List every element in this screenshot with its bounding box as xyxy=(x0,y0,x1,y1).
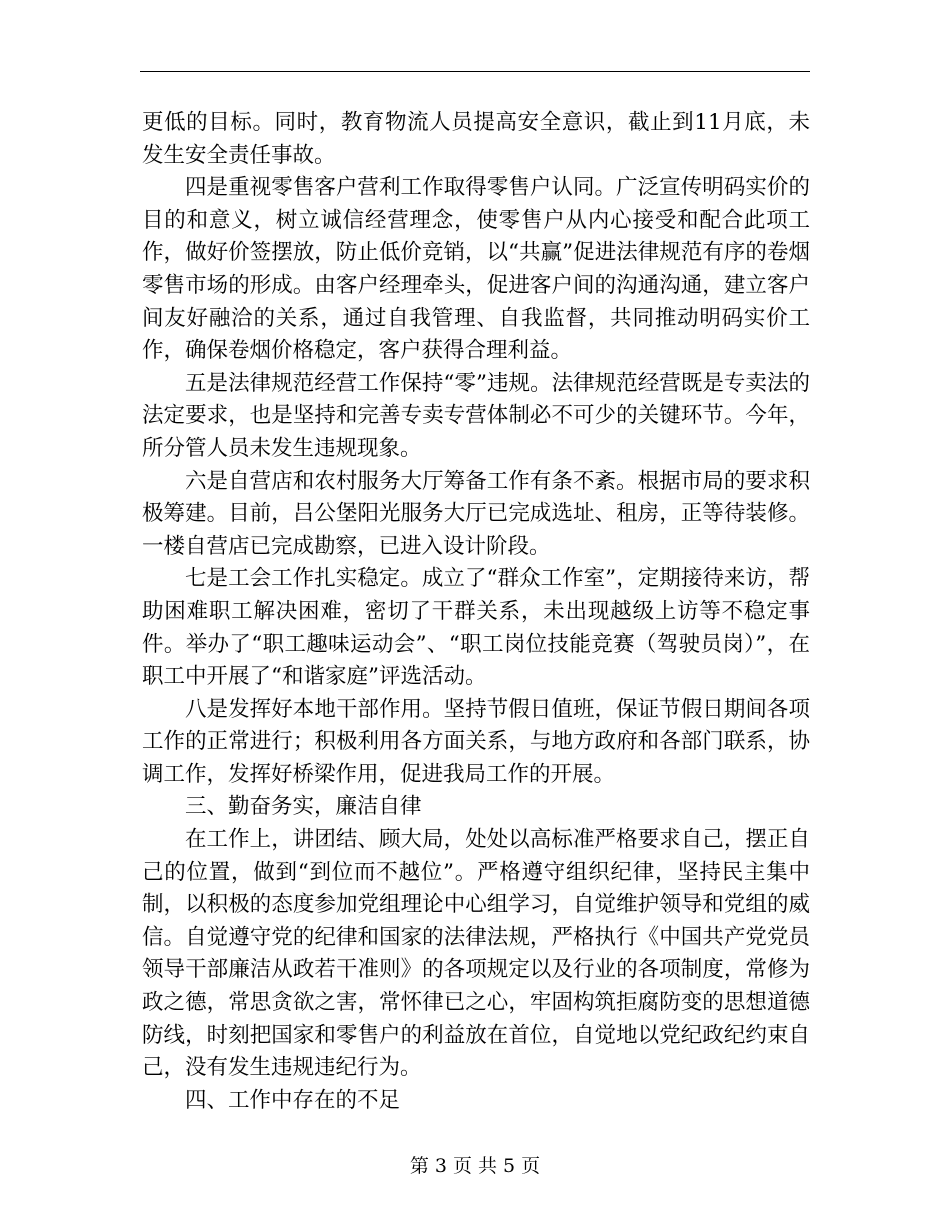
paragraph-legal-compliance: 五是法律规范经营工作保持“零”违规。法律规范经营既是专卖法的法定要求，也是坚持和完善专卖专营体制必不可少的关键环节。今年，所分管人员未发生违规现象。 xyxy=(142,370,810,461)
paragraph-union-work: 七是工会工作扎实稳定。成立了“群众工作室”，定期接待来访，帮助困难职工解决困难，密切了干群关系，未出现越级上访等不稳定事件。举办了“职工趣味运动会”、“职工岗位技能竞赛（驾驶员岗）”，在职工中开展了“和谐家庭”评选活动。 xyxy=(142,566,810,690)
section-heading-3: 三、勤奋务实，廉洁自律 xyxy=(185,794,422,820)
paragraph-continuation: 更低的目标。同时，教育物流人员提高安全意识，截止到11月底，未发生安全责任事故。 xyxy=(142,110,810,168)
paragraph-self-operated-store: 六是自营店和农村服务大厅筹备工作有条不紊。根据市局的要求积极筹建。目前，吕公堡阳光服务大厅已完成选址、租房，正等待装修。一楼自营店已完成勘察，已进入设计阶段。 xyxy=(142,468,810,559)
paragraph-local-cadres: 八是发挥好本地干部作用。坚持节假日值班，保证节假日期间各项工作的正常进行；积极利用各方面关系，与地方政府和各部门联系，协调工作，发挥好桥梁作用，促进我局工作的开展。 xyxy=(142,696,810,787)
header-rule xyxy=(140,71,810,72)
page-number: 第 3 页 共 5 页 xyxy=(409,1155,541,1177)
body-text xyxy=(142,107,810,1117)
paragraph-retail-customers: 四是重视零售客户营利工作取得零售户认同。广泛宣传明码实价的目的和意义，树立诚信经营理念，使零售户从内心接受和配合此项工作，做好价签摆放，防止低价竞销，以“共赢”促进法律规范有序的卷烟零售市场的形成。由客户经理牵头，促进客户间的沟通沟通，建立客户间友好融洽的关系，通过自我管理、自我监督，共同推动明码实价工作，确保卷烟价格稳定，客户获得合理利益。 xyxy=(142,175,810,364)
section-heading-4: 四、工作中存在的不足 xyxy=(185,1087,401,1113)
paragraph-integrity: 在工作上，讲团结、顾大局，处处以高标准严格要求自己，摆正自己的位置，做到“到位而不越位”。严格遵守组织纪律，坚持民主集中制，以积极的态度参加党组理论中心组学习，自觉维护领导和党组的威信。自觉遵守党的纪律和国家的法律法规，严格执行《中国共产党党员领导干部廉洁从政若干准则》的各项规定以及行业的各项制度，常修为政之德，常思贪欲之害，常怀律已之心，牢固构筑拒腐防变的思想道德防线，时刻把国家和零售户的利益放在首位，自觉地以党纪政纪约束自己，没有发生违规违纪行为。 xyxy=(142,827,810,1081)
